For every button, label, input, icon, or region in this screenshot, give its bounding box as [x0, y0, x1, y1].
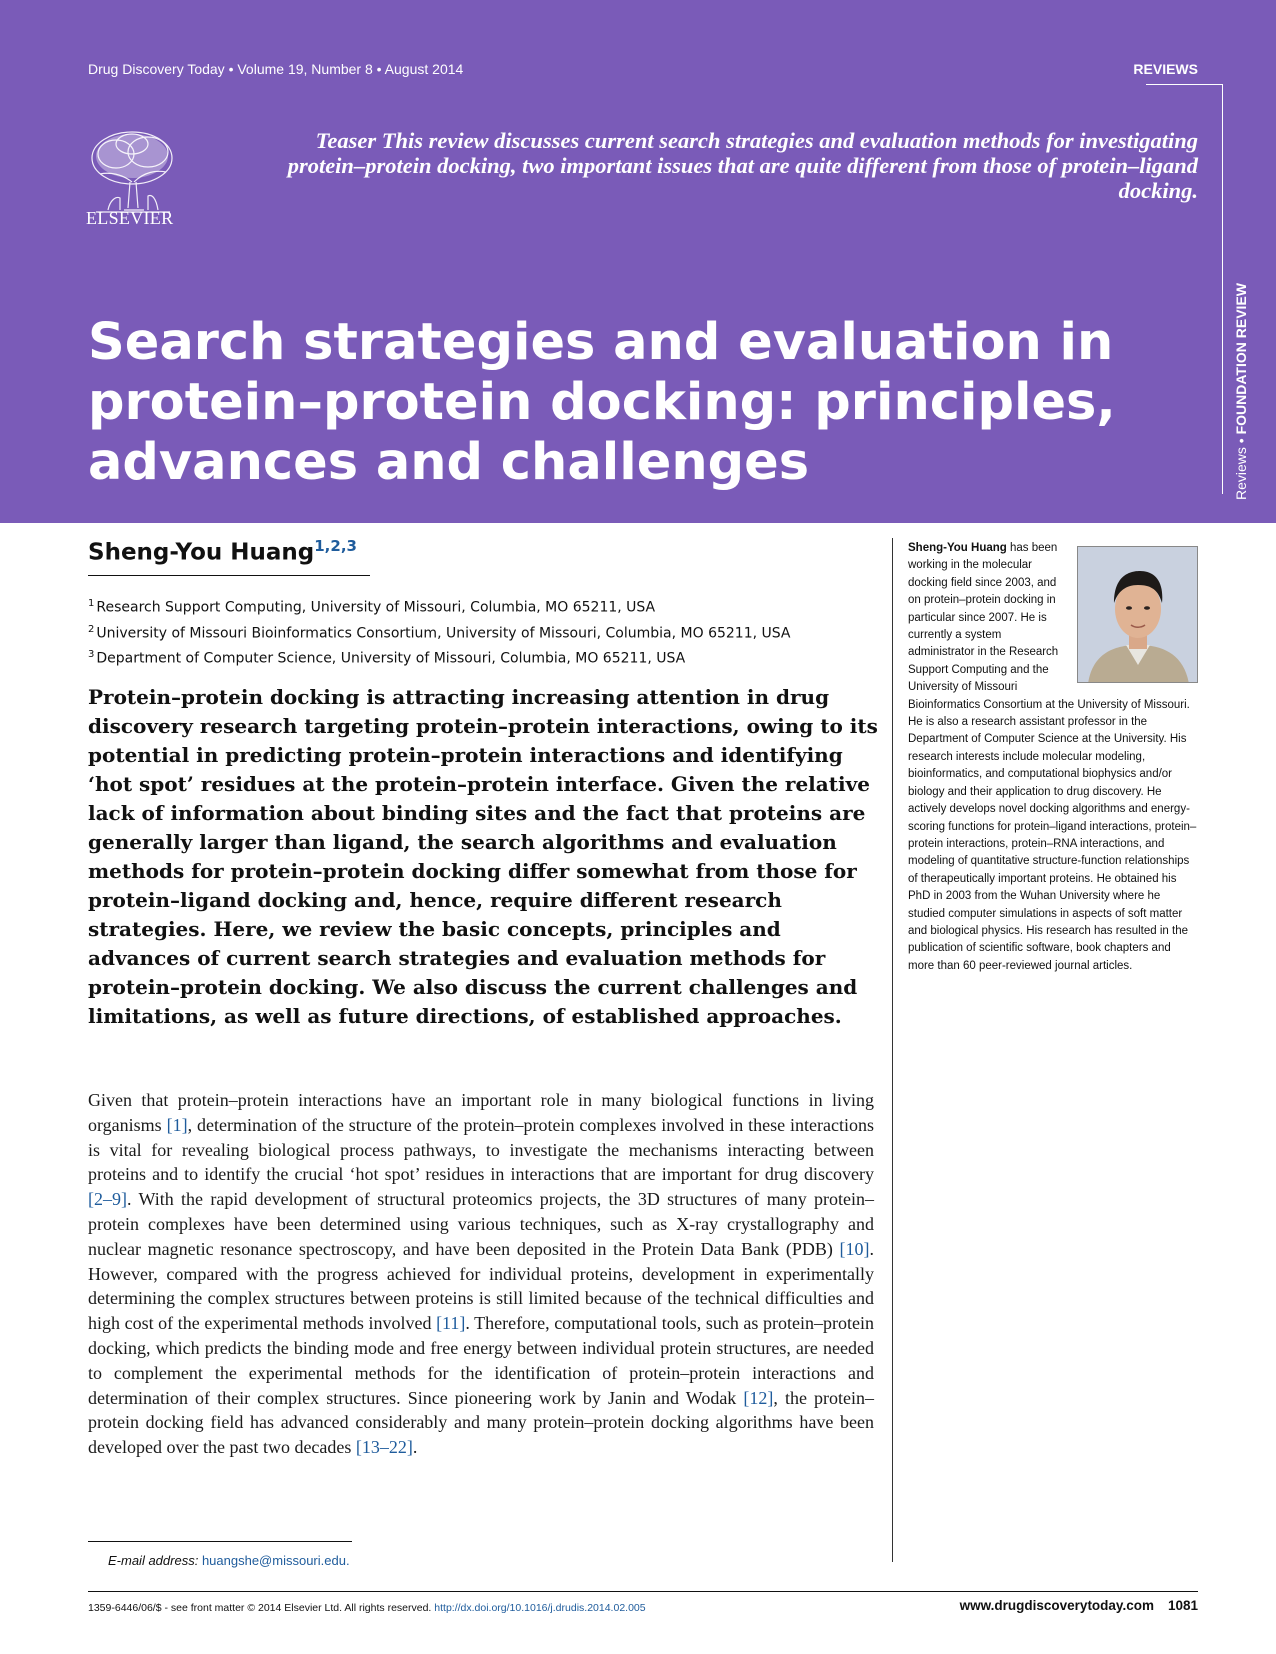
teaser: Teaser This review discusses current search strategies and evaluation methods for investigating protein–protein docking, two important issues that are quite different from those of protein–ligand docking. [287, 128, 1198, 203]
column-divider [892, 538, 893, 1562]
affiliation-item: $^2$ University of Missouri Bioinformatics Consortium, University of Missouri, Columbia, MO 65211, USA [88, 623, 791, 642]
journal-website-link[interactable]: www.drugdiscoverytoday.com [959, 1598, 1154, 1613]
email-link[interactable]: huangshe@missouri.edu. [201, 1553, 350, 1568]
citation-link[interactable]: [2–9] [88, 1189, 127, 1210]
citation-link[interactable]: [13–22] [355, 1437, 413, 1458]
author-rule [88, 575, 370, 576]
author-name-text: Sheng-You Huang [88, 539, 315, 566]
side-tab-prefix: Reviews • [1233, 434, 1249, 500]
author-name [88, 537, 357, 566]
affiliations [88, 593, 790, 670]
page-number: 1081 [1167, 1598, 1198, 1613]
doi-link[interactable]: http://dx.doi.org/10.1016/j.drudis.2014.02.005 [434, 1602, 646, 1614]
author-photo [1077, 546, 1198, 683]
article-title: Search strategies and evaluation in protein–protein docking: principles, advances and challenges [88, 313, 1116, 492]
citation-link[interactable]: [12] [743, 1387, 774, 1408]
bio-text: has been working in the molecular docking field since 2003, and on protein–protein docking in particular since 2007. He is currently a system administrator in the Research Support Computing and the University of Missouri Bioinformatics Consortium at the University of Missouri. He is also a research assistant professor in the Department of Computer Science at the University. His research interests include molecular modeling, bioinformatics, and computational biophysics and/or biology and their application to drug discovery. He actively develops novel docking algorithms and energy-scoring functions for protein–ligand interactions, protein–protein interactions, protein–RNA interactions, and modeling of quantitative structure-function relationships of therapeutically important proteins. He obtained his PhD in 2003 from the Wuhan University where he studied computer simulations in aspects of soft matter and biological physics. His research has resulted in the publication of scientific software, book chapters and more than 60 peer-reviewed journal articles. [908, 542, 1197, 972]
body-paragraph: Given that protein–protein interactions have an important role in many biological functions in living organisms [1], determination of the structure of the protein–protein complexes involved in these interactions is vital for revealing biological process pathways, to investigate the mechanisms interacting between proteins and to identify the crucial ‘hot spot’ residues in interactions that are important for drug discovery [2–9]. With the rapid development of structural proteomics projects, the 3D structures of many protein–protein complexes have been determined using various techniques, such as X-ray crystallography and nuclear magnetic resonance spectroscopy, and have been deposited in the Protein Data Bank (PDB) [10]. However, compared with the progress achieved for individual proteins, development in experimentally determining the complex structures between proteins is still limited because of the technical difficulties and high cost of the experimental methods involved [11]. Therefore, computational tools, such as protein–protein docking, which predicts the binding mode and free energy between individual protein structures, are needed to complement the experimental methods for the identification of protein–protein interactions and determination of their complex structures. Since pioneering work by Janin and Wodak [12], the protein–protein docking field has advanced considerably and many protein–protein docking algorithms have been developed over the past two decades [13–22]. [88, 1090, 875, 1458]
author-affiliation-marks[interactable]: 1,2,3 [314, 537, 357, 555]
citation-link[interactable]: [10] [839, 1238, 870, 1259]
citation-link[interactable]: [11] [436, 1313, 466, 1334]
affiliation-item: $^3$ Department of Computer Science, University of Missouri, Columbia, MO 65211, USA [88, 649, 686, 667]
side-tab [1233, 283, 1249, 500]
affiliation-item: $^1$ Research Support Computing, University of Missouri, Columbia, MO 65211, USA [88, 598, 656, 616]
citation-link[interactable]: [1] [166, 1114, 188, 1135]
side-tab-label: FOUNDATION REVIEW [1233, 283, 1249, 435]
header-rule [1146, 84, 1223, 85]
abstract: Protein–protein docking is attracting increasing attention in drug discovery research targeting protein–protein interactions, owing to its potential in predicting protein–protein interactions and identifying ‘hot spot’ residues at the protein–protein interface. Given the relative lack of information about binding sites and the fact that proteins are generally larger than ligand, the search algorithms and evaluation methods for protein–protein docking differ somewhat from those for protein–ligand docking and, hence, require different research strategies. Here, we review the basic concepts, principles and advances of current search strategies and evaluation methods for protein–protein docking. We also discuss the current challenges and limitations, as well as future directions, of established approaches. [88, 685, 878, 1028]
section-label: REVIEWS [1133, 61, 1198, 77]
footer-rule [88, 1591, 1198, 1592]
footer-right [960, 1598, 1198, 1613]
author-bio [908, 540, 1198, 975]
bio-author-name: Sheng-You Huang [908, 542, 1007, 554]
footnote-rule [88, 1541, 352, 1542]
footnote-email: E-mail address: huangshe@missouri.edu. [108, 1553, 350, 1568]
side-rule [1222, 84, 1223, 494]
author-portrait-icon [1078, 547, 1198, 683]
journal-citation: Drug Discovery Today • Volume 19, Number 8 • August 2014 [88, 61, 464, 77]
footer-copyright: 1359-6446/06/$ - see front matter © 2014 Elsevier Ltd. All rights reserved. http://dx.doi.org/10.1016/j.drudis.2014.02.005 [88, 1602, 646, 1614]
publisher-logo-text: ELSEVIER [86, 208, 174, 228]
